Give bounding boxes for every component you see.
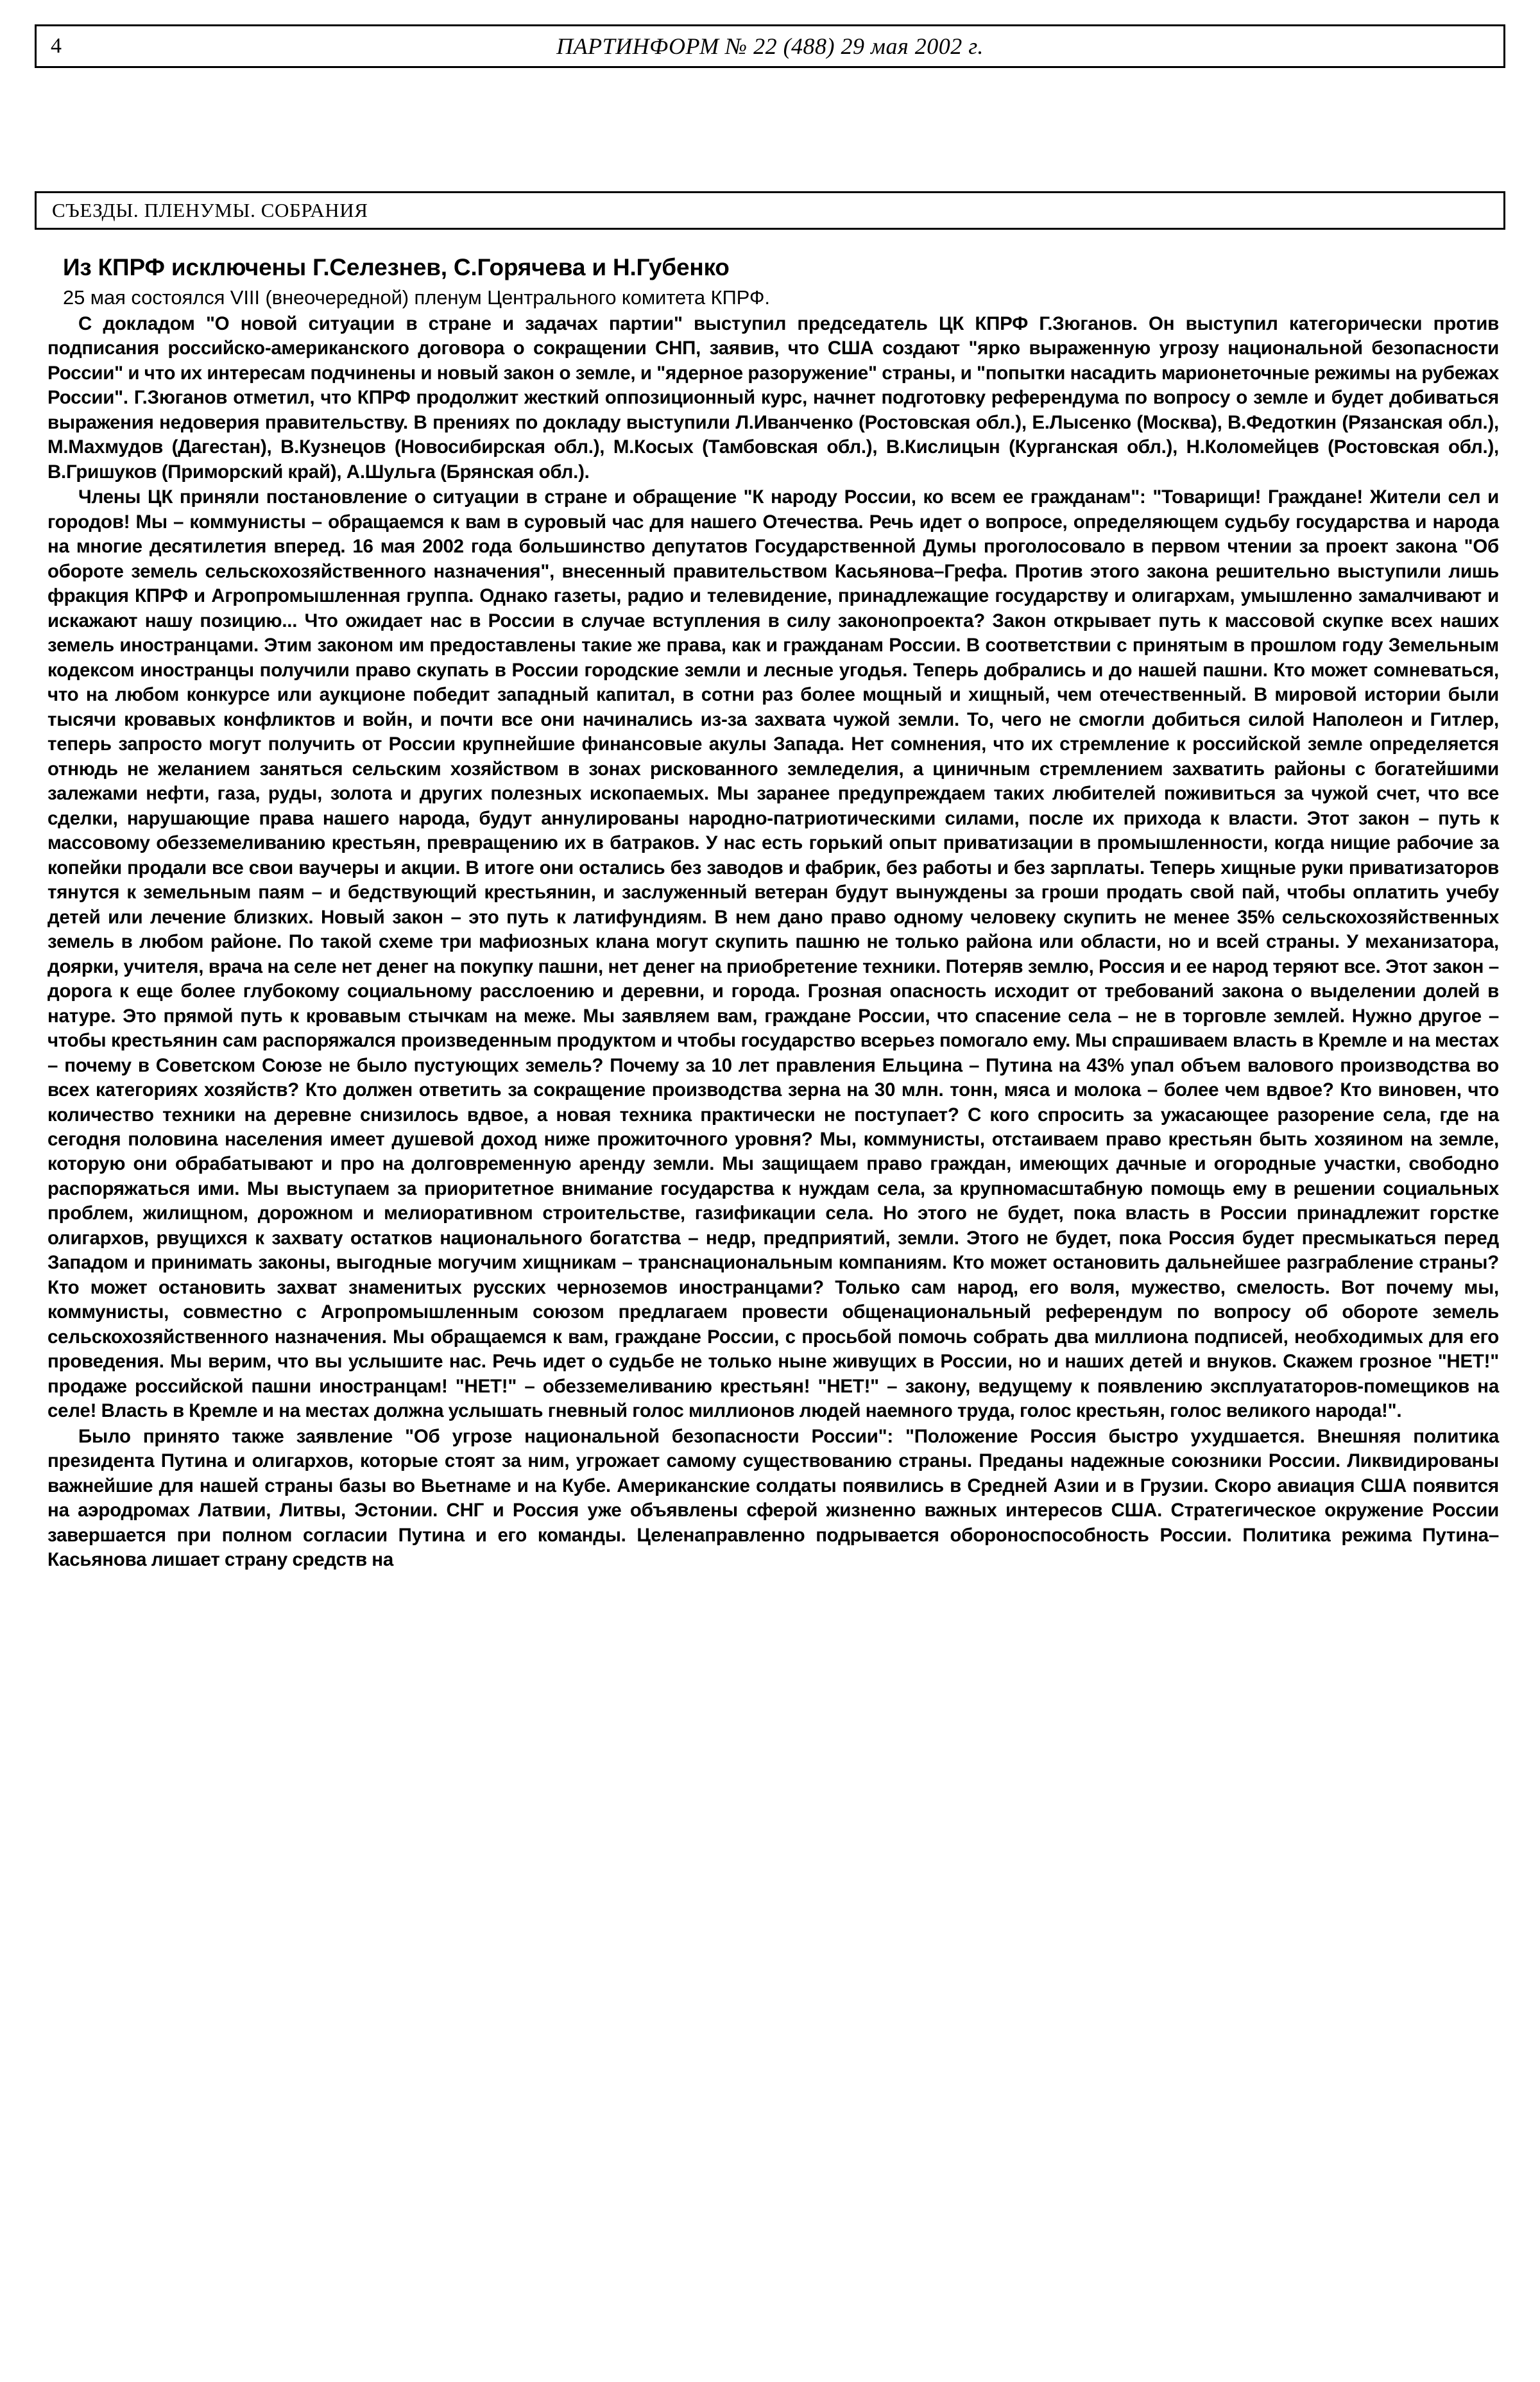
- article-title: Из КПРФ исключены Г.Селезнев, С.Горячева и Н.Губенко: [63, 254, 730, 280]
- page-number: 4: [51, 34, 62, 58]
- article-paragraph: Было принято также заявление "Об угрозе национальной безопасности России": "Положение Россия быстро ухудшается. Внешняя политика президента Путина и олигархов, которые стоят за ним, угрожает самому существованию страны. Преданы надежные союзники России. Ликвидированы важнейшие для нашей страны базы во Вьетнаме и на Кубе. Американские солдаты появились в Средней Азии и в Грузии. Скоро авиация США появится на аэродромах Латвии, Литвы, Эстонии. СНГ и Россия уже объявлены сферой жизненно важных интересов США. Стратегическое окружение России завершается при полном согласии Путина и его команды. Целенаправленно подрывается обороноспособность России. Политика режима Путина–Касьянова лишает страну средств на: [47, 1425, 1499, 1571]
- article-paragraph: Члены ЦК приняли постановление о ситуации в стране и обращение "К народу России, ко всем ее гражданам": "Товарищи! Граждане! Жители сел и городов! Мы – коммунисты – обращаемся к вам в суровый час для нашего Отечества. Речь идет о вопросе, определяющем судьбу государства и народа на многие десятилетия вперед. 16 мая 2002 года большинство депутатов Государственной Думы проголосовало в первом чтении за проект закона "Об обороте земель сельскохозяйственного назначения", внесенный правительством Касьянова–Грефа. Против этого закона решительно выступили лишь фракция КПРФ и Агропромышленная группа. Однако газеты, радио и телевидение, принадлежащие государству и олигархам, умышленно замалчивают и искажают нашу позицию... Что ожидает нас в России в случае вступления в силу законопроекта? Закон открывает путь к массовой скупке всех наших земель иностранцами. Этим законом им предоставлены такие же права, как и гражданам России. В соответствии с принятым в прошлом году Земельным кодексом иностранцы получили право скупать в России городские земли и лесные угодья. Теперь добрались и до нашей пашни. Кто может сомневаться, что на любом конкурсе или аукционе победит западный капитал, в сотни раз более мощный и хищный, чем отечественный. В мировой истории были тысячи кровавых конфликтов и войн, и почти все они начинались из-за захвата чужой земли. То, чего не смогли добиться силой Наполеон и Гитлер, теперь запросто могут получить от России крупнейшие финансовые акулы Запада. Нет сомнения, что их стремление к российской земле определяется отнюдь не желанием заняться сельским хозяйством в зонах рискованного земледелия, а циничным стремлением захватить районы с богатейшими залежами нефти, газа, руды, золота и других полезных ископаемых. Мы заранее предупреждаем таких любителей поживиться за чужой счет, что все сделки, нарушающие права нашего народа, будут аннулированы народно-патриотическими силами, после их прихода к власти. Этот закон – путь к массовому обезземеливанию крестьян, превращению их в батраков. У нас есть горький опыт приватизации в промышленности, когда нищие рабочие за копейки продали все свои ваучеры и акции. В итоге они остались без заводов и фабрик, без работы и без зарплаты. Теперь хищные руки приватизаторов тянутся к земельным паям – и бедствующий крестьянин, и заслуженный ветеран будут вынуждены за гроши продать свой пай, чтобы оплатить учебу детей или лечение близких. Новый закон – это путь к латифундиям. В нем дано право одному человеку скупить не менее 35% сельскохозяйственных земель в любом районе. По такой схеме три мафиозных клана могут скупить пашню не только района или области, но и всей страны. У механизатора, доярки, учителя, врача на селе нет денег на покупку пашни, нет денег на приобретение техники. Потеряв землю, Россия и ее народ теряют все. Этот закон – дорога к еще более глубокому социальному расслоению и деревни, и города. Грозная опасность исходит от требований закона о выделении долей в натуре. Это прямой путь к кровавым стычкам на меже. Мы заявляем вам, граждане России, что спасение села – не в торговле землей. Нужно другое – чтобы крестьянин сам распоряжался произведенным продуктом и чтобы государство всерьез помогало ему. Мы спрашиваем власть в Кремле и на местах – почему в Советском Союзе не было пустующих земель? Почему за 10 лет правления Ельцина – Путина на 43% упал объем валового производства во всех категориях хозяйств? Кто должен ответить за сокращение производства зерна на 30 млн. тонн, мяса и молока – более чем вдвое? Кто виновен, что количество техники на деревне снизилось вдвое, а новая техника практически не поступает? С кого спросить за ужасающее разорение села, где на сегодня половина населения имеет душевой доход ниже прожиточного уровня? Мы, коммунисты, отстаиваем право крестьян быть хозяином на земле, которую они обрабатывают и про на долговременную аренду земли. Мы защищаем право граждан, имеющих дачные и огородные участки, свободно распоряжаться ими. Мы выступаем за приоритетное внимание государства к нуждам села, за крупномасштабную помощь ему в решении социальных проблем, жилищном, дорожном и мелиоративном строительстве, газификации села. Но этого не будет, пока власть в России принадлежит горстке олигархов, рвущихся к захвату остатков национального богатства – недр, предприятий, земли. Этого не будет, пока Россия будет пресмыкаться перед Западом и принимать законы, выгодные могучим хищникам – транснациональным компаниям. Кто может остановить дальнейшее разграбление страны? Кто может остановить захват знаменитых русских черноземов иностранцами? Только сам народ, его воля, мужество, смелость. Вот почему мы, коммунисты, совместно с Агропромышленным союзом предлагаем провести общенациональный референдум по вопросу об обороте земель сельскохозяйственного назначения. Мы обращаемся к вам, граждане России, с просьбой помочь собрать два миллиона подписей, необходимых для его проведения. Мы верим, что вы услышите нас. Речь идет о судьбе не только ныне живущих в России, но и наших детей и внуков. Скажем грозное "НЕТ!" продаже российской пашни иностранцам! "НЕТ!" – обезземеливанию крестьян! "НЕТ!" – закону, ведущему к появлению эксплуататоров-помещиков на селе! Власть в Кремле и на местах должна услышать гневный голос миллионов людей наемного труда, голос крестьян, голос великого народа!".: [47, 486, 1499, 1422]
- article: [47, 254, 1499, 1573]
- section-heading-label: СЪЕЗДЫ. ПЛЕНУМЫ. СОБРАНИЯ: [52, 199, 368, 221]
- page-header: [35, 24, 1505, 68]
- article-paragraph: С докладом "О новой ситуации в стране и задачах партии" выступил председатель ЦК КПРФ Г.Зюганов. Он выступил категорически против подписания российско-американского договора о сокращении СНП, заявив, что США создают "ярко выраженную угрозу национальной безопасности России" и что их интересам подчинены и новый закон о земле, и "ядерное разоружение" страны, и "попытки насадить марионеточные режимы на рубежах России". Г.Зюганов отметил, что КПРФ продолжит жесткий оппозиционный курс, начнет подготовку референдума по вопросу о земле и будет добиваться выражения недоверия правительству. В прениях по докладу выступили Л.Иванченко (Ростовская обл.), Е.Лысенко (Москва), В.Федоткин (Рязанская обл.), М.Махмудов (Дагестан), В.Кузнецов (Новосибирская обл.), М.Косых (Тамбовская обл.), В.Кислицын (Курганская обл.), Н.Коломейцев (Ростовская обл.), В.Гришуков (Приморский край), А.Шульга (Брянская обл.).: [47, 313, 1499, 483]
- section-heading-band: [35, 191, 1505, 230]
- masthead-title: ПАРТИНФОРМ № 22 (488) 29 мая 2002 г.: [556, 33, 984, 59]
- article-lead: 25 мая состоялся VIII (внеочередной) пленум Центрального комитета КПРФ.: [63, 286, 770, 309]
